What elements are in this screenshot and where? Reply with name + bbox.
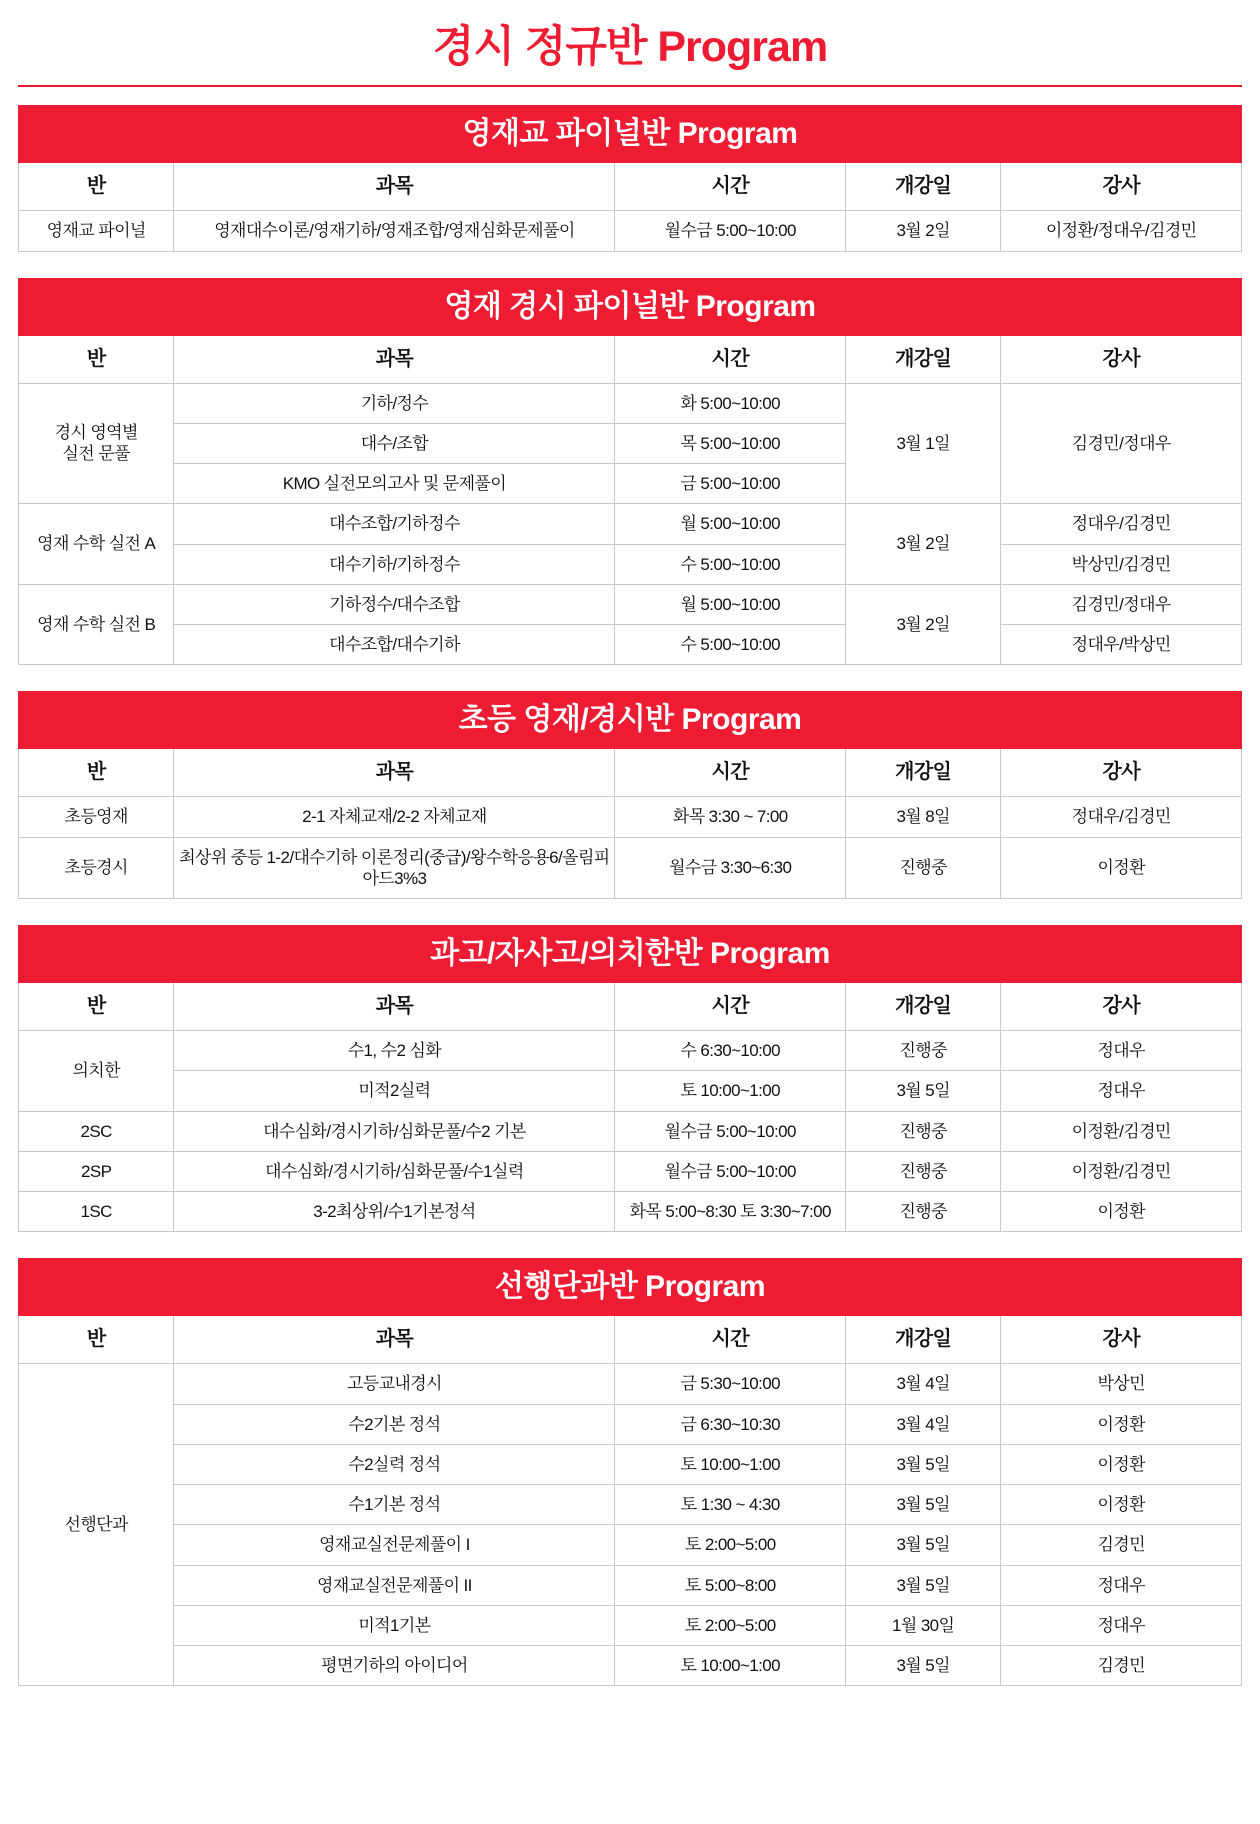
table-cell: 이정환 [1001,1404,1242,1444]
table-cell: 이정환 [1001,1192,1242,1232]
table-cell: 정대우/김경민 [1001,797,1242,837]
table-row [19,1404,1242,1444]
section-banner: 선행단과반 Program [18,1258,1242,1316]
table-cell: 박상민/김경민 [1001,544,1242,584]
table-cell: 이정환 [1001,1485,1242,1525]
table-cell: 평면기하의 아이디어 [174,1646,615,1686]
table-cell: 영재교실전문제풀이 II [174,1565,615,1605]
page-title: 경시 정규반 Program [432,23,828,71]
table-cell: 정대우/김경민 [1001,504,1242,544]
table-cell: 이정환/김경민 [1001,1151,1242,1191]
table-row [19,1605,1242,1645]
column-header: 시간 [615,749,846,797]
column-header: 개강일 [846,336,1001,384]
table-cell: 기하정수/대수조합 [174,584,615,624]
column-header: 반 [19,749,174,797]
table-cell: 진행중 [846,837,1001,899]
table-cell: 영재 수학 실전 A [19,504,174,585]
table-cell: 3-2최상위/수1기본정석 [174,1192,615,1232]
sections-container [18,105,1242,1686]
table-cell: KMO 실전모의고사 및 문제풀이 [174,464,615,504]
column-header: 반 [19,163,174,211]
program-section [18,278,1242,666]
table-cell: 3월 2일 [846,504,1001,585]
table-cell: 월수금 5:00~10:00 [615,1151,846,1191]
table-cell: 토 5:00~8:00 [615,1565,846,1605]
section-banner: 영재교 파이널반 Program [18,105,1242,163]
column-header: 강사 [1001,1316,1242,1364]
table-cell: 의치한 [19,1031,174,1112]
column-header: 과목 [174,749,615,797]
table-cell: 최상위 중등 1-2/대수기하 이론정리(중급)/왕수학응용6/올림피아드3%3 [174,837,615,899]
program-table [18,336,1242,666]
table-cell: 진행중 [846,1192,1001,1232]
table-cell: 영재교실전문제풀이 I [174,1525,615,1565]
table-cell: 이정환 [1001,1444,1242,1484]
table-header-row [19,163,1242,211]
table-cell: 금 6:30~10:30 [615,1404,846,1444]
table-cell: 경시 영역별 실전 문풀 [19,383,174,504]
table-cell: 이정환/김경민 [1001,1111,1242,1151]
table-row [19,544,1242,584]
column-header: 과목 [174,983,615,1031]
table-cell: 미적2실력 [174,1071,615,1111]
table-row [19,1031,1242,1071]
table-header-row [19,336,1242,384]
table-cell: 토 2:00~5:00 [615,1525,846,1565]
table-header-row [19,1316,1242,1364]
table-row [19,1151,1242,1191]
column-header: 강사 [1001,749,1242,797]
column-header: 과목 [174,1316,615,1364]
table-cell: 영재교 파이널 [19,211,174,251]
table-cell: 진행중 [846,1031,1001,1071]
table-cell: 1월 30일 [846,1605,1001,1645]
table-cell: 토 10:00~1:00 [615,1646,846,1686]
table-cell: 수2기본 정석 [174,1404,615,1444]
table-cell: 고등교내경시 [174,1364,615,1404]
table-cell: 정대우/박상민 [1001,625,1242,665]
table-cell: 김경민 [1001,1525,1242,1565]
table-cell: 이정환 [1001,837,1242,899]
table-row [19,1071,1242,1111]
table-cell: 영재대수이론/영재기하/영재조합/영재심화문제풀이 [174,211,615,251]
table-cell: 3월 4일 [846,1404,1001,1444]
table-row [19,797,1242,837]
table-row [19,625,1242,665]
table-cell: 토 10:00~1:00 [615,1444,846,1484]
table-cell: 대수조합/기하정수 [174,504,615,544]
table-cell: 수1, 수2 심화 [174,1031,615,1071]
table-cell: 수1기본 정석 [174,1485,615,1525]
table-cell: 3월 5일 [846,1444,1001,1484]
section-banner: 과고/자사고/의치한반 Program [18,925,1242,983]
table-cell: 토 10:00~1:00 [615,1071,846,1111]
table-row [19,1364,1242,1404]
table-cell: 영재 수학 실전 B [19,584,174,665]
table-cell: 3월 2일 [846,211,1001,251]
table-cell: 화목 5:00~8:30 토 3:30~7:00 [615,1192,846,1232]
table-row [19,1444,1242,1484]
column-header: 시간 [615,336,846,384]
table-cell: 김경민/정대우 [1001,584,1242,624]
table-cell: 초등경시 [19,837,174,899]
table-row [19,1485,1242,1525]
table-cell: 정대우 [1001,1565,1242,1605]
table-cell: 이정환/정대우/김경민 [1001,211,1242,251]
table-cell: 정대우 [1001,1071,1242,1111]
table-cell: 월 5:00~10:00 [615,584,846,624]
title-divider [18,85,1242,87]
table-cell: 수 6:30~10:00 [615,1031,846,1071]
table-cell: 수2실력 정석 [174,1444,615,1484]
table-cell: 월 5:00~10:00 [615,504,846,544]
table-cell: 2SC [19,1111,174,1151]
column-header: 개강일 [846,749,1001,797]
table-cell: 3월 5일 [846,1565,1001,1605]
column-header: 과목 [174,336,615,384]
section-banner: 초등 영재/경시반 Program [18,691,1242,749]
table-cell: 월수금 5:00~10:00 [615,211,846,251]
column-header: 시간 [615,163,846,211]
table-row [19,1192,1242,1232]
table-cell: 진행중 [846,1111,1001,1151]
table-cell: 김경민/정대우 [1001,383,1242,504]
table-cell: 선행단과 [19,1364,174,1686]
column-header: 개강일 [846,1316,1001,1364]
column-header: 반 [19,336,174,384]
table-cell: 목 5:00~10:00 [615,423,846,463]
table-cell: 2-1 자체교재/2-2 자체교재 [174,797,615,837]
table-cell: 김경민 [1001,1646,1242,1686]
table-cell: 미적1기본 [174,1605,615,1645]
table-cell: 월수금 3:30~6:30 [615,837,846,899]
table-cell: 정대우 [1001,1031,1242,1071]
table-cell: 3월 5일 [846,1071,1001,1111]
table-cell: 대수심화/경시기하/심화문풀/수2 기본 [174,1111,615,1151]
program-section [18,925,1242,1232]
program-table [18,1316,1242,1686]
table-cell: 대수조합/대수기하 [174,625,615,665]
table-cell: 기하/정수 [174,383,615,423]
table-cell: 3월 5일 [846,1646,1001,1686]
table-row [19,504,1242,544]
table-cell: 토 2:00~5:00 [615,1605,846,1645]
table-row [19,837,1242,899]
table-cell: 3월 5일 [846,1485,1001,1525]
table-header-row [19,749,1242,797]
table-cell: 진행중 [846,1151,1001,1191]
program-table [18,749,1242,899]
table-cell: 대수/조합 [174,423,615,463]
table-cell: 1SC [19,1192,174,1232]
table-header-row [19,983,1242,1031]
table-cell: 3월 5일 [846,1525,1001,1565]
table-cell: 수 5:00~10:00 [615,625,846,665]
table-row [19,1565,1242,1605]
table-cell: 화목 3:30 ~ 7:00 [615,797,846,837]
column-header: 시간 [615,1316,846,1364]
table-cell: 3월 2일 [846,584,1001,665]
column-header: 강사 [1001,336,1242,384]
table-cell: 3월 1일 [846,383,1001,504]
section-banner: 영재 경시 파이널반 Program [18,278,1242,336]
table-cell: 토 1:30 ~ 4:30 [615,1485,846,1525]
table-cell: 대수기하/기하정수 [174,544,615,584]
table-cell: 화 5:00~10:00 [615,383,846,423]
table-cell: 2SP [19,1151,174,1191]
table-row [19,1646,1242,1686]
table-cell: 금 5:00~10:00 [615,464,846,504]
table-row [19,211,1242,251]
table-cell: 초등영재 [19,797,174,837]
column-header: 강사 [1001,163,1242,211]
table-cell: 금 5:30~10:00 [615,1364,846,1404]
table-row [19,1525,1242,1565]
column-header: 개강일 [846,983,1001,1031]
program-section [18,691,1242,899]
column-header: 반 [19,1316,174,1364]
table-cell: 대수심화/경시기하/심화문풀/수1실력 [174,1151,615,1191]
table-cell: 수 5:00~10:00 [615,544,846,584]
column-header: 과목 [174,163,615,211]
column-header: 시간 [615,983,846,1031]
table-row [19,1111,1242,1151]
program-table [18,983,1242,1232]
table-row [19,383,1242,423]
table-row [19,584,1242,624]
table-cell: 정대우 [1001,1605,1242,1645]
column-header: 반 [19,983,174,1031]
table-cell: 박상민 [1001,1364,1242,1404]
table-cell: 3월 8일 [846,797,1001,837]
table-cell: 3월 4일 [846,1364,1001,1404]
program-section [18,1258,1242,1686]
program-section [18,105,1242,251]
column-header: 강사 [1001,983,1242,1031]
column-header: 개강일 [846,163,1001,211]
table-cell: 월수금 5:00~10:00 [615,1111,846,1151]
program-table [18,163,1242,251]
